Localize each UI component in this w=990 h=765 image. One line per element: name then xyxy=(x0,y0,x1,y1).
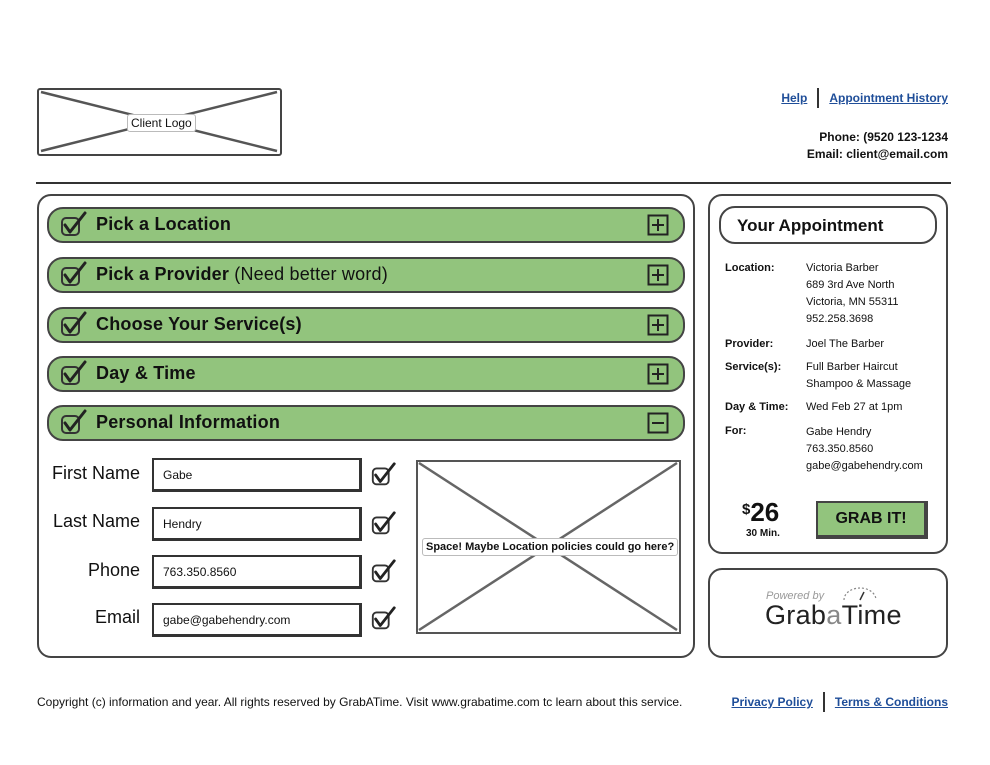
valid-checkmark-icon xyxy=(370,605,398,633)
accordion-title: Pick a Provider (Need better word) xyxy=(96,264,388,284)
price: $26 xyxy=(742,497,780,527)
accordion-pick-location[interactable] xyxy=(47,207,685,243)
appointment-header xyxy=(719,206,937,244)
client-logo-placeholder xyxy=(37,88,282,156)
accordion-title: Choose Your Service(s) xyxy=(96,314,302,334)
accordion-title: Pick a Location xyxy=(96,214,232,234)
location-value: Victoria Barber 689 3rd Ave North Victoria, MN 55311 952.258.3698 xyxy=(806,262,899,325)
first-name-label: First Name xyxy=(51,463,140,483)
client-phone: Phone: (9520 123-1234 xyxy=(819,130,948,144)
checkmark-icon xyxy=(59,409,89,437)
email-input[interactable] xyxy=(152,603,362,637)
policies-placeholder xyxy=(416,460,681,634)
grabatime-logo: GrabaTime xyxy=(765,600,902,630)
expand-plus-icon[interactable] xyxy=(647,314,669,336)
last-name-input[interactable] xyxy=(152,507,362,541)
accordion-title: Personal Information xyxy=(96,412,281,432)
help-link[interactable]: Help xyxy=(781,91,808,105)
client-logo-label: Client Logo xyxy=(127,114,196,132)
expand-plus-icon[interactable] xyxy=(647,264,669,286)
expand-plus-icon[interactable] xyxy=(647,363,669,385)
provider-label: Provider: xyxy=(725,338,774,350)
provider-value: Joel The Barber xyxy=(806,338,885,350)
checkmark-icon xyxy=(59,261,89,289)
checkmark-icon xyxy=(59,311,89,339)
daytime-label: Day & Time: xyxy=(725,401,789,413)
location-label: Location: xyxy=(725,262,775,274)
valid-checkmark-icon xyxy=(370,558,398,586)
phone-input[interactable] xyxy=(152,555,362,589)
copyright-text: Copyright (c) information and year. All rights reserved by GrabATime. Visit www.grabatime.com tc learn about this service. xyxy=(37,695,683,709)
top-nav-links xyxy=(781,88,948,108)
daytime-value: Wed Feb 27 at 1pm xyxy=(806,401,903,413)
accordion-title: Day & Time xyxy=(96,363,196,383)
duration: 30 Min. xyxy=(746,528,780,539)
email-label: Email xyxy=(94,607,140,627)
expand-plus-icon[interactable] xyxy=(647,214,669,236)
for-label: For: xyxy=(725,425,747,437)
terms-conditions-link[interactable]: Terms & Conditions xyxy=(834,695,948,709)
footer-divider xyxy=(823,692,825,712)
checkmark-icon xyxy=(59,211,89,239)
accordion-day-time[interactable] xyxy=(47,356,685,392)
footer-links xyxy=(731,692,948,712)
accordion-pick-provider[interactable] xyxy=(47,257,685,293)
placeholder-caption: Space! Maybe Location policies could go here? xyxy=(422,538,678,556)
client-email: Email: client@email.com xyxy=(806,147,948,161)
services-label: Service(s): xyxy=(725,361,782,373)
valid-checkmark-icon xyxy=(370,510,398,538)
client-contact-info xyxy=(807,129,948,163)
first-name-input[interactable] xyxy=(152,458,362,492)
services-value: Full Barber Haircut Shampoo & Massage xyxy=(806,361,912,390)
checkmark-icon xyxy=(59,360,89,388)
appointment-title: Your Appointment xyxy=(737,216,884,235)
phone-label: Phone xyxy=(87,560,140,580)
accordion-choose-services[interactable] xyxy=(47,307,685,343)
header-divider xyxy=(36,182,951,184)
last-name-label: Last Name xyxy=(52,511,140,531)
nav-divider xyxy=(817,88,819,108)
valid-checkmark-icon xyxy=(370,461,398,489)
privacy-policy-link[interactable]: Privacy Policy xyxy=(731,695,813,709)
collapse-minus-icon[interactable] xyxy=(647,412,669,434)
powered-by-label: Powered by xyxy=(766,590,825,602)
for-value: Gabe Hendry 763.350.8560 gabe@gabehendry.com xyxy=(806,426,923,472)
accordion-personal-information[interactable] xyxy=(47,405,685,441)
grab-it-button[interactable]: GRAB IT! xyxy=(816,501,928,539)
appointment-history-link[interactable]: Appointment History xyxy=(829,91,948,105)
